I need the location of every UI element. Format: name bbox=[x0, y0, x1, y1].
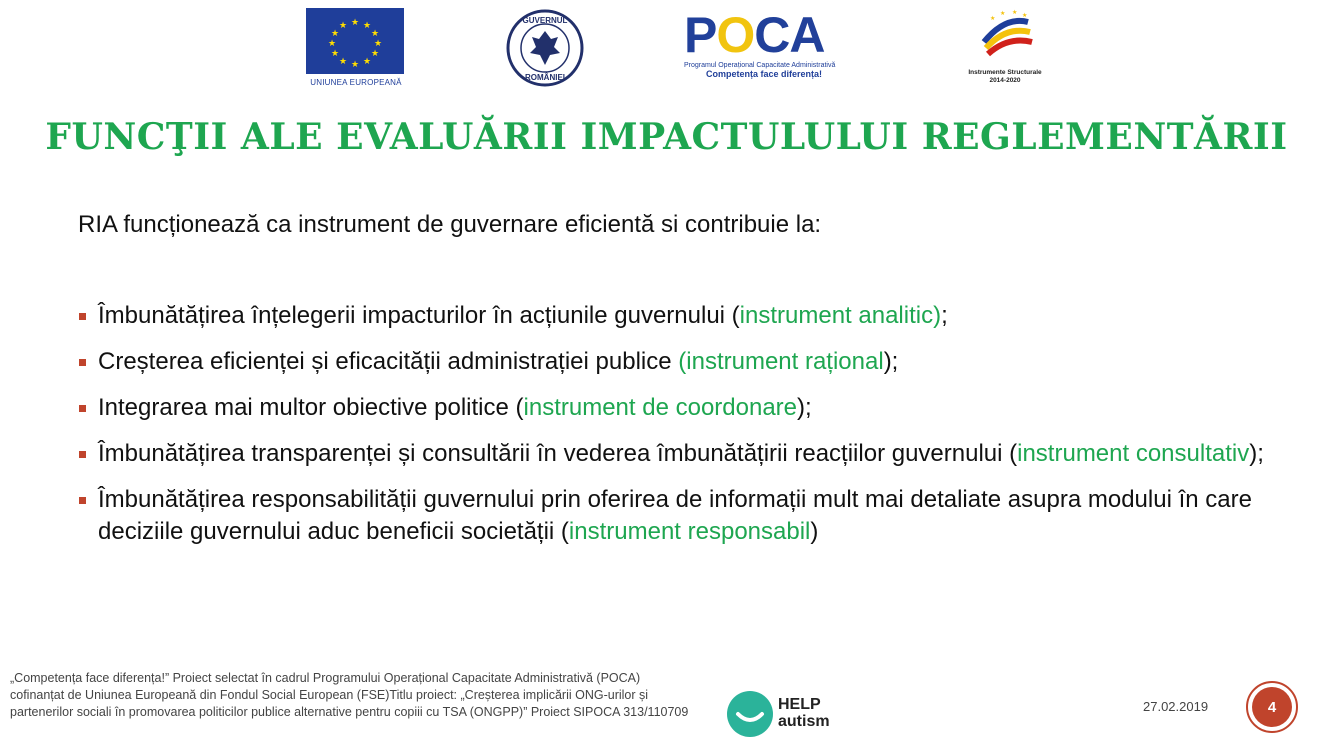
svg-text:★: ★ bbox=[362, 20, 372, 30]
bullet-marker bbox=[79, 313, 86, 320]
bullet-item bbox=[78, 300, 1308, 332]
page-number: 4 bbox=[1252, 687, 1292, 727]
bullet-list bbox=[78, 300, 1308, 562]
bullet-text: Îmbunătățirea responsabilității guvernului prin oferirea de informații mult mai detaliate asupra modului în care deciziile guvernului aduc beneficii societății ( bbox=[98, 486, 1252, 545]
svg-text:★: ★ bbox=[327, 38, 337, 48]
page-number-badge bbox=[1246, 681, 1298, 733]
eu-flag-icon bbox=[306, 8, 404, 74]
bullet-text: Creșterea eficienței și eficacității administrației publice bbox=[98, 348, 679, 375]
poca-word: POCA bbox=[684, 7, 825, 63]
bullet-text: Integrarea mai multor obiective politice ( bbox=[98, 394, 524, 421]
bullet-tag: instrument de coordonare bbox=[523, 394, 798, 421]
bullet-end: ) bbox=[810, 518, 819, 545]
slide-date: 27.02.2019 bbox=[1143, 699, 1209, 714]
svg-text:★: ★ bbox=[330, 48, 340, 58]
svg-text:★: ★ bbox=[1000, 11, 1006, 17]
footer-project-text: „Competența face diferența!” Proiect selectat în cadrul Programului Operațional Capacitate Administrativă (POCA) cofinanțat de Uniunea Europeană din Fondul Social European (FSE)Titlu proiect: „Creșterea implicării ONG-urilor și partenerilor sociali în promovarea politicilor publice alternative pentru copiii cu TSA (ONGPP)” Proiect SIPOCA 313/110709 bbox=[10, 671, 689, 719]
svg-text:★: ★ bbox=[330, 28, 340, 38]
bullet-end: ); bbox=[883, 348, 899, 375]
poca-slogan: Competența face diferența! bbox=[705, 69, 823, 79]
bullet-tag: instrument consultativ bbox=[1017, 440, 1250, 467]
gov-top-text: GUVERNUL bbox=[522, 16, 568, 25]
poca-logo-icon bbox=[684, 7, 868, 90]
svg-text:★: ★ bbox=[350, 17, 360, 27]
government-seal-icon bbox=[506, 9, 584, 87]
intro-text: RIA funcționează ca instrument de guvernare eficientă si contribuie la: bbox=[78, 211, 822, 238]
eu-caption: UNIUNEA EUROPEANĂ bbox=[310, 78, 402, 87]
structural-caption-1: Instrumente Structurale bbox=[968, 69, 1042, 76]
svg-text:★: ★ bbox=[350, 59, 360, 69]
bullet-marker bbox=[79, 451, 86, 458]
svg-text:★: ★ bbox=[373, 38, 383, 48]
bullet-end: ; bbox=[941, 302, 948, 329]
help-autism-logo-icon bbox=[724, 690, 844, 740]
bullet-item bbox=[78, 438, 1308, 470]
bullet-tag: instrument analitic) bbox=[739, 302, 942, 329]
bullet-tag: (instrument rațional bbox=[678, 348, 884, 375]
bullet-marker bbox=[79, 405, 86, 412]
bullet-marker bbox=[79, 359, 86, 366]
bullet-tag: instrument responsabil bbox=[568, 518, 811, 545]
help-line-1: HELP bbox=[778, 696, 821, 713]
bullet-text: Îmbunătățirea înțelegerii impacturilor în acțiunile guvernului ( bbox=[98, 302, 740, 329]
bullet-end: ); bbox=[1249, 440, 1264, 467]
bullet-item bbox=[78, 484, 1308, 548]
svg-text:★: ★ bbox=[1012, 10, 1018, 16]
structural-instruments-icon bbox=[960, 8, 1050, 88]
bullet-text: Îmbunătățirea transparenței și consultării în vederea îmbunătățirii reacțiilor guvernului ( bbox=[98, 440, 1018, 467]
svg-text:★: ★ bbox=[990, 16, 996, 22]
poca-subtitle: Programul Operațional Capacitate Administrativă bbox=[684, 62, 836, 69]
bullet-item bbox=[78, 346, 1308, 378]
svg-text:★: ★ bbox=[338, 56, 348, 66]
svg-text:★: ★ bbox=[1022, 13, 1028, 19]
help-line-2: autism bbox=[778, 713, 830, 730]
svg-text:★: ★ bbox=[370, 28, 380, 38]
gov-bottom-text: ROMÂNIEI bbox=[525, 73, 565, 82]
svg-text:★: ★ bbox=[362, 56, 372, 66]
bullet-marker bbox=[79, 497, 86, 504]
bullet-end: ); bbox=[797, 394, 812, 421]
structural-caption-2: 2014-2020 bbox=[989, 77, 1021, 84]
svg-text:★: ★ bbox=[338, 20, 348, 30]
bullet-item bbox=[78, 392, 1308, 424]
eu-logo bbox=[306, 8, 406, 90]
svg-text:★: ★ bbox=[370, 48, 380, 58]
slide-title: FUNCŢII ALE EVALUĂRII IMPACTULULUI REGLEMENTĂRII bbox=[45, 116, 1288, 158]
